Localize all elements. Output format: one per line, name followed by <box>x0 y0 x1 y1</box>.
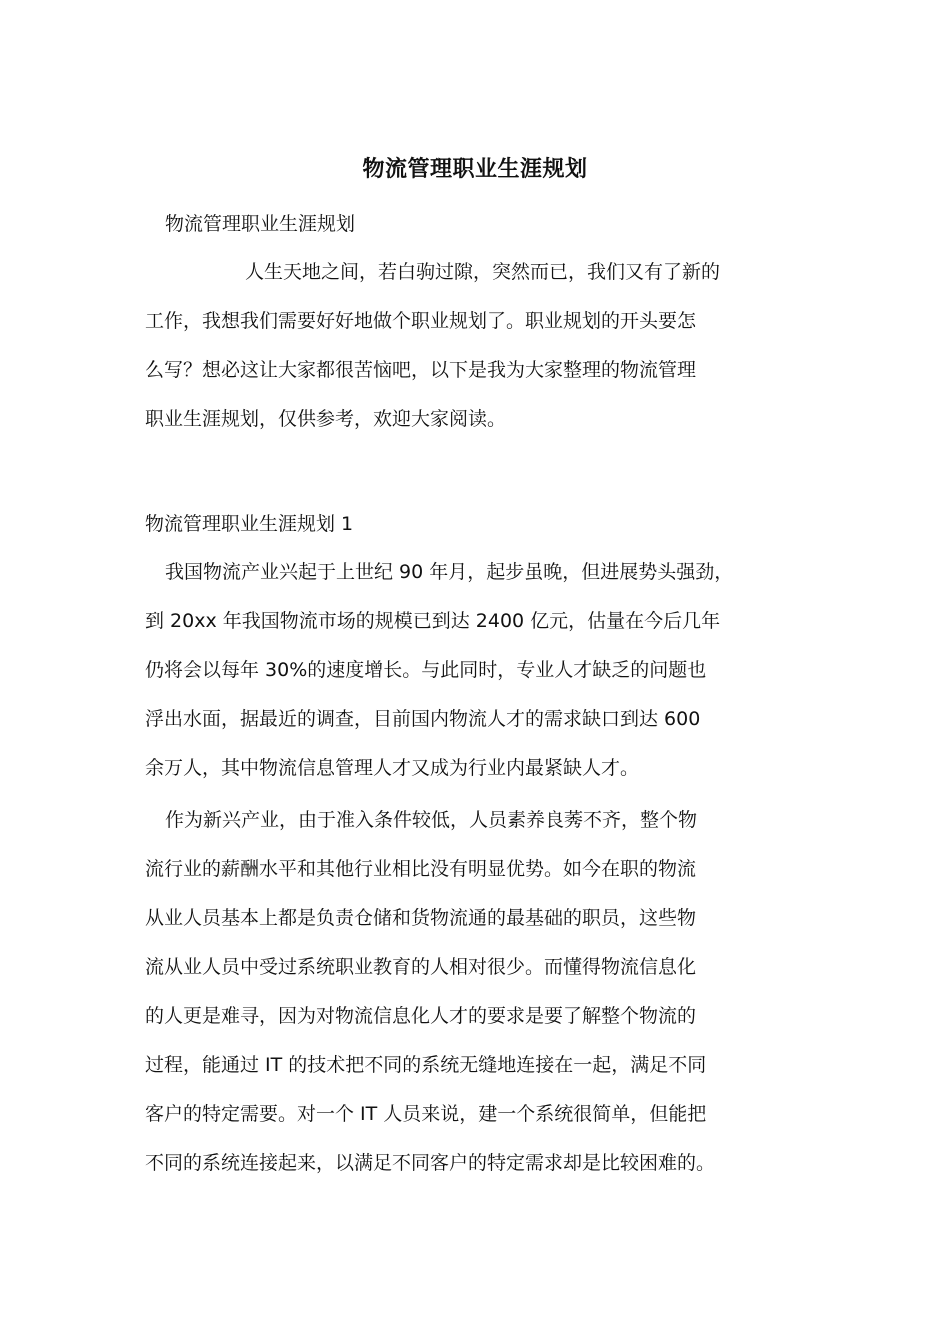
paragraph-line: 过程，能通过 IT 的技术把不同的系统无缝地连接在一起，满足不同 <box>145 1054 707 1076</box>
intro-paragraph <box>145 248 810 444</box>
paragraph-line: 浮出水面，据最近的调查，目前国内物流人才的需求缺口到达 600 <box>145 708 701 730</box>
paragraph-line: 从业人员基本上都是负责仓储和货物流通的最基础的职员，这些物 <box>145 907 697 929</box>
paragraph-line: 作为新兴产业，由于准入条件较低，人员素养良莠不齐，整个物 <box>165 809 698 831</box>
intro-line: 职业生涯规划，仅供参考，欢迎大家阅读。 <box>145 408 507 430</box>
section-heading: 物流管理职业生涯规划 1 <box>145 513 354 535</box>
paragraph-line: 流从业人员中受过系统职业教育的人相对很少。而懂得物流信息化 <box>145 956 697 978</box>
paragraph-line: 余万人，其中物流信息管理人才又成为行业内最紧缺人才。 <box>145 757 640 779</box>
paragraph-1 <box>145 548 810 793</box>
paragraph-line: 的人更是难寻，因为对物流信息化人才的要求是要了解整个物流的 <box>145 1005 697 1027</box>
paragraph-line: 仍将会以每年 30%的速度增长。与此同时，专业人才缺乏的问题也 <box>145 659 707 681</box>
paragraph-2 <box>145 796 810 1188</box>
paragraph-line: 我国物流产业兴起于上世纪 90 年月，起步虽晚，但进展势头强劲， <box>165 561 734 583</box>
paragraph-line: 流行业的薪酬水平和其他行业相比没有明显优势。如今在职的物流 <box>145 858 697 880</box>
document-subtitle: 物流管理职业生涯规划 <box>165 213 356 235</box>
paragraph-line: 不同的系统连接起来，以满足不同客户的特定需求却是比较困难的。 <box>145 1152 716 1174</box>
document-title: 物流管理职业生涯规划 <box>362 157 588 182</box>
intro-line: 么写？想必这让大家都很苦恼吧，以下是我为大家整理的物流管理 <box>145 359 697 381</box>
intro-line: 人生天地之间，若白驹过隙，突然而已，我们又有了新的 <box>245 261 721 283</box>
paragraph-line: 到 20xx 年我国物流市场的规模已到达 2400 亿元，估量在今后几年 <box>145 610 721 632</box>
intro-line: 工作，我想我们需要好好地做个职业规划了。职业规划的开头要怎 <box>145 310 697 332</box>
paragraph-line: 客户的特定需要。对一个 IT 人员来说，建一个系统很简单，但能把 <box>145 1103 707 1125</box>
